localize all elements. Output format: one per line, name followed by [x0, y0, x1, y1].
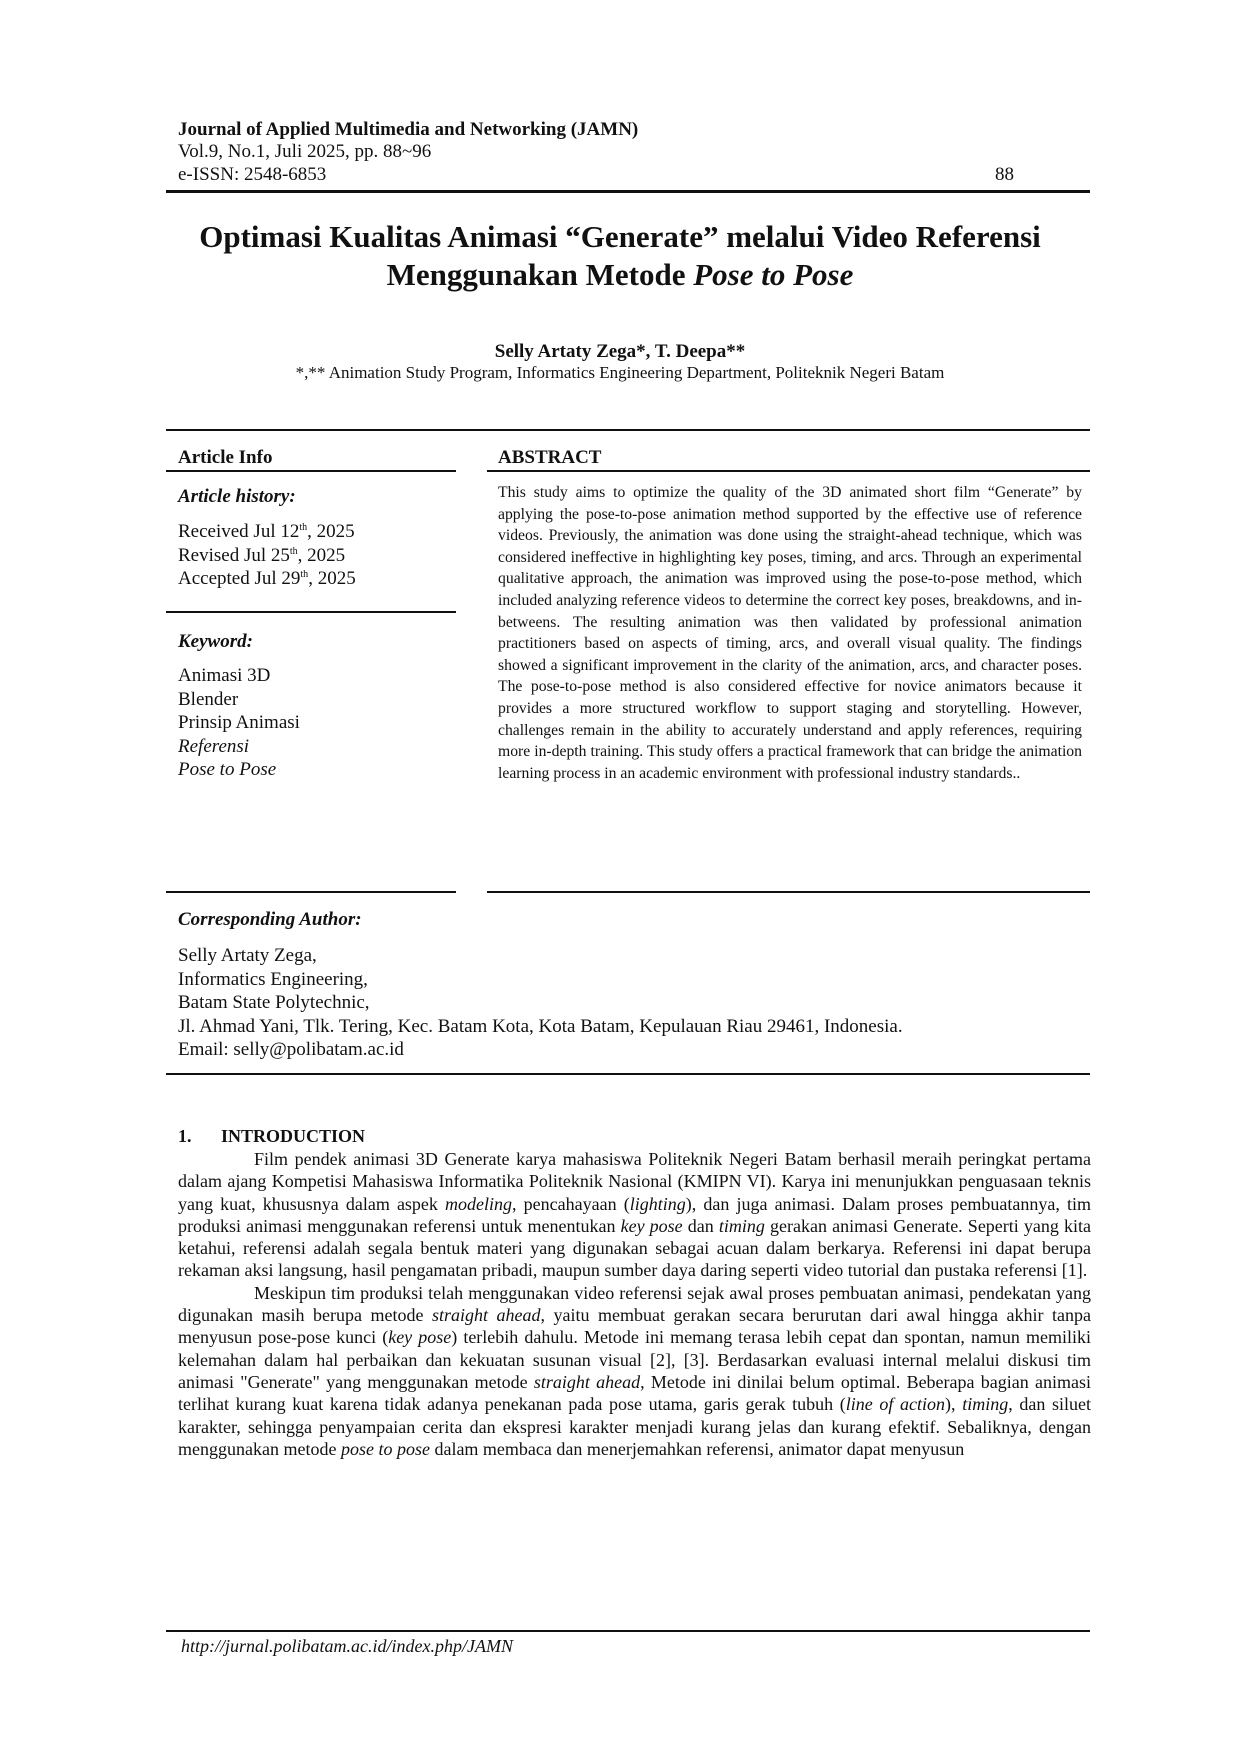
journal-name: Journal of Applied Multimedia and Networking (JAMN)	[178, 119, 639, 140]
author-affiliation: *,** Animation Study Program, Informatics Engineering Department, Politeknik Negeri Batam	[295, 363, 945, 382]
intro-paragraph-2: Meskipun tim produksi telah menggunakan video referensi sejak awal proses pembuatan animasi, pendekatan yang digunakan masih berupa metode straight ahead, yaitu membuat gerakan secara berurutan dari awal hingga akhir tanpa menyusun pose-pose kunci (key pose) terlebih dahulu. Metode ini memang terasa lebih cepat dan spontan, namun memiliki kelemahan dalam hal perbaikan dan kekuatan susunan visual [2], [3]. Berdasarkan evaluasi internal melalui diskusi tim animasi "Generate" yang menggunakan metode straight ahead, Metode ini dinilai belum optimal. Beberapa bagian animasi terlihat kurang kuat karena tidak adanya penekanan pada pose utama, garis gerak tubuh (line of action), timing, dan siluet karakter, sehingga penyampaian cerita dan ekspresi karakter menjadi kurang jelas dan kurang efektif. Sebaliknya, dengan menggunakan metode pose to pose dalam membaca dan menerjemahkan referensi, animator dapat menyusun	[178, 1282, 1091, 1459]
keyword-label: Keyword:	[178, 631, 253, 652]
paper-title	[120, 218, 1120, 294]
abstract-text: This study aims to optimize the quality of the 3D animated short film “Generate” by applying the pose-to-pose animation method supported by the effective use of reference videos. Previously, the animation was done using the straight-ahead technique, which was considered ineffective in highlighting key poses, timing, and arcs. Through an experimental qualitative approach, the animation was improved using the pose-to-pose method, which included analyzing reference videos to determine the correct key poses, breakdowns, and in-betweens. The resulting animation was then validated by professional animation practitioners based on aspects of timing, arcs, and overall visual quality. The findings showed a significant improvement in the clarity of the animation, arcs, and character poses. The pose-to-pose method is also considered effective for novice animators because it provides a more structured workflow to support staging and storytelling. However, challenges remain in the ability to accurately understand and apply references, requiring more in-depth training. This study offers a practical framework that can bridge the animation learning process in an academic environment with professional industry standards..	[498, 484, 1082, 782]
keyword-item: Referensi	[178, 735, 250, 757]
corresponding-email: Email: selly@polibatam.ac.id	[178, 1039, 404, 1060]
section-heading: INTRODUCTION	[221, 1126, 366, 1146]
history-label: Article history:	[178, 486, 296, 507]
corresponding-department: Informatics Engineering,	[178, 968, 368, 990]
journal-issn: e-ISSN: 2548-6853	[178, 164, 327, 185]
history-revised: Revised Jul 25th, 2025	[178, 544, 346, 566]
footer-url[interactable]: http://jurnal.polibatam.ac.id/index.php/JAMN	[181, 1636, 513, 1656]
page-number: 88	[995, 164, 1014, 185]
title-line-1: Optimasi Kualitas Animasi “Generate” melalui Video Referensi	[199, 219, 1041, 254]
intro-paragraph-1: Film pendek animasi 3D Generate karya mahasiswa Politeknik Negeri Batam berhasil meraih peringkat pertama dalam ajang Kompetisi Mahasiswa Informatika Politeknik Nasional (KMIPN VI). Karya ini menunjukkan penguasaan teknis yang kuat, khususnya dalam aspek modeling, pencahayaan (lighting), dan juga animasi. Dalam proses pembuatannya, tim produksi animasi menggunakan referensi untuk menentukan key pose dan timing gerakan animasi Generate. Seperti yang kita ketahui, referensi adalah segala bentuk materi yang digunakan sebagai acuan dalam berkarya. Referensi ini dapat berupa rekaman aksi langsung, hasil pengamatan pribadi, maupun sumber daya daring seperti video tutorial dan pustaka referensi [1].	[178, 1149, 1092, 1281]
section-number: 1.	[178, 1126, 192, 1146]
header-rule	[166, 190, 1090, 193]
title-italic-part: Pose to Pose	[693, 257, 854, 292]
info-top-rule	[166, 429, 1090, 431]
keyword-item: Pose to Pose	[178, 759, 277, 780]
footer-rule	[166, 1630, 1090, 1632]
abstract-heading-rule	[487, 470, 1090, 472]
keyword-item: Prinsip Animasi	[178, 712, 300, 733]
journal-volume: Vol.9, No.1, Juli 2025, pp. 88~96	[178, 141, 432, 162]
keyword-item: Blender	[178, 688, 239, 710]
abstract-heading: ABSTRACT	[498, 447, 602, 468]
introduction-body	[178, 1148, 1091, 1460]
corresponding-details	[178, 944, 903, 1062]
keyword-list	[178, 664, 300, 782]
corresponding-label: Corresponding Author:	[178, 909, 362, 930]
corresponding-rule	[166, 1073, 1090, 1075]
abstract-bottom-rule	[487, 891, 1090, 893]
article-info-heading: Article Info	[178, 447, 273, 468]
author-names: Selly Artaty Zega*, T. Deepa**	[494, 341, 746, 362]
info-heading-rule	[166, 470, 456, 472]
corresponding-address: Jl. Ahmad Yani, Tlk. Tering, Kec. Batam Kota, Kota Batam, Kepulauan Riau 29461, Indonesia.	[178, 1015, 903, 1037]
history-rule	[166, 611, 456, 613]
corresponding-name: Selly Artaty Zega,	[178, 945, 317, 966]
history-accepted: Accepted Jul 29th, 2025	[178, 568, 356, 589]
corresponding-institution: Batam State Polytechnic,	[178, 992, 370, 1013]
keyword-item: Animasi 3D	[178, 665, 271, 686]
title-line-2: Menggunakan Metode Pose to Pose	[386, 257, 854, 292]
info-bottom-rule	[166, 891, 456, 893]
history-received: Received Jul 12th, 2025	[178, 521, 355, 542]
